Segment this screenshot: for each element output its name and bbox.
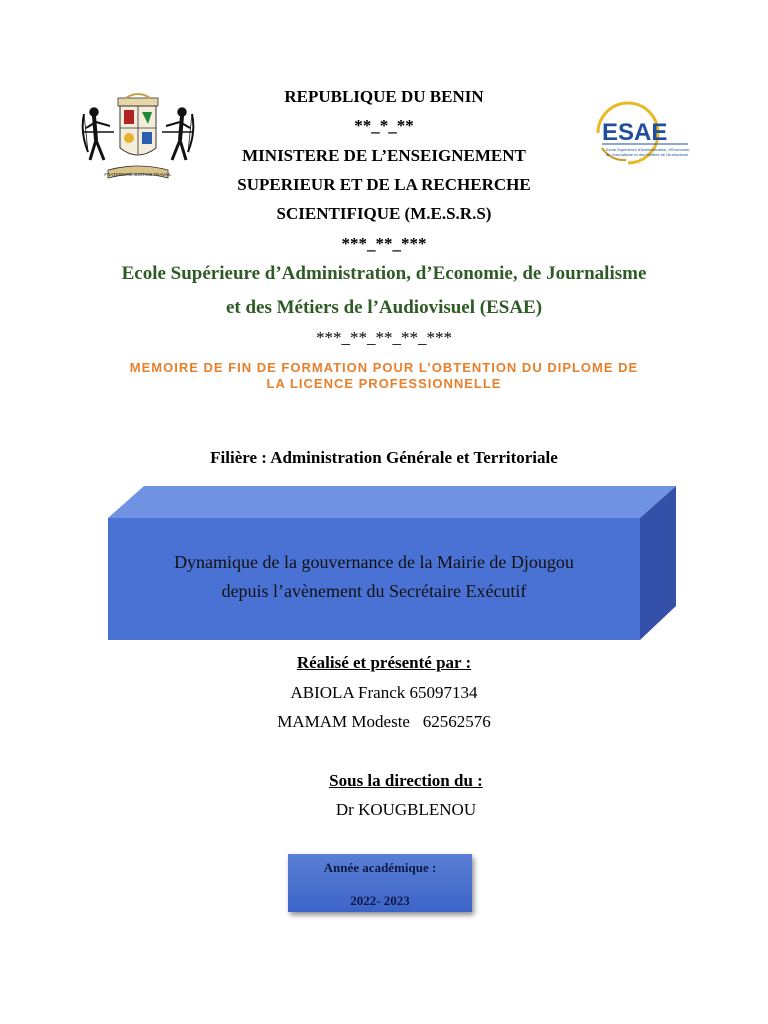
filiere-label: Filière : Administration Générale et Territoriale (210, 448, 558, 467)
svg-text:de Journalisme et des Métiers: de Journalisme et des Métiers de l'Audiovisuel. (606, 152, 690, 157)
academic-year-label: Année académique : (323, 860, 437, 875)
svg-text:FRATERNITÉ JUSTICE TRAVAIL: FRATERNITÉ JUSTICE TRAVAIL (104, 172, 172, 177)
school-name-line-2: et des Métiers de l’Audiovisuel (ESAE) (225, 297, 543, 318)
author-1: ABIOLA Franck 65097134 (290, 683, 478, 702)
topic-line-2: depuis l’avènement du Secrétaire Exécutif (221, 581, 527, 601)
memoire-line-1: MEMOIRE DE FIN DE FORMATION POUR L’OBTENTION DU DIPLOME DE (129, 360, 639, 375)
direction-heading: Sous la direction du : (329, 771, 483, 790)
memoire-line-2: LA LICENCE PROFESSIONNELLE (266, 376, 502, 391)
supervisor-name: Dr KOUGBLENOU (335, 800, 477, 819)
svg-text:Ecole Supérieure d'Administrat: Ecole Supérieure d'Administration, d'Economie, (606, 147, 691, 152)
topic-line-1: Dynamique de la gouvernance de la Mairie de Djougou (174, 552, 574, 572)
separator-3: ***_**_**_**_*** (316, 328, 452, 347)
academic-year-value: 2022- 2023 (350, 893, 410, 908)
separator-2: ***_**_*** (341, 234, 427, 253)
authors-heading: Réalisé et présenté par : (296, 653, 472, 672)
ministry-line-1: MINISTERE DE L’ENSEIGNEMENT (242, 146, 526, 165)
author-2: MAMAM Modeste 62562576 (277, 712, 491, 731)
ministry-line-2: SUPERIEUR ET DE LA RECHERCHE (237, 175, 531, 194)
school-name-line-1: Ecole Supérieure d’Administration, d’Economie, de Journalisme (121, 263, 647, 284)
ministry-line-3: SCIENTIFIQUE (M.E.S.R.S) (276, 204, 492, 223)
svg-text:ESAE: ESAE (602, 119, 668, 146)
topic-title (108, 548, 640, 606)
academic-year-box (288, 854, 472, 912)
separator-1: **_*_** (354, 116, 414, 135)
republic-title: REPUBLIQUE DU BENIN (284, 87, 484, 106)
